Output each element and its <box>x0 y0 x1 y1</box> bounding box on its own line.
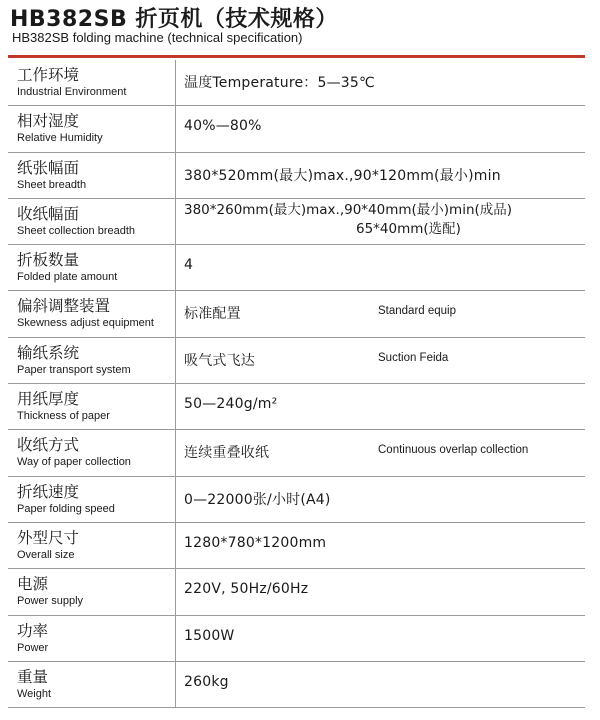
spec-label-en: Folded plate amount <box>17 271 118 284</box>
spec-label-en: Way of paper collection <box>17 456 131 469</box>
spec-row-paper-thickness <box>8 384 585 430</box>
spec-row-overall-size <box>8 523 585 569</box>
spec-row-paper-collection-way <box>8 430 585 476</box>
spec-table <box>8 60 585 708</box>
spec-label-zh: 折板数量 <box>17 251 80 270</box>
spec-value: 380*520mm(最大)max.,90*120mm(最小)min <box>184 167 501 184</box>
spec-row-paper-transport <box>8 338 585 384</box>
spec-value: 220V, 50Hz/60Hz <box>184 581 309 598</box>
spec-label-en: Relative Humidity <box>17 132 103 145</box>
spec-value-line-2: 65*40mm(选配) <box>356 220 461 237</box>
spec-label-en: Sheet collection breadth <box>17 224 136 237</box>
spec-value: 1500W <box>184 627 235 644</box>
spec-label-en: Power <box>17 641 49 654</box>
spec-label-zh: 工作环境 <box>17 66 80 84</box>
spec-row-folding-speed <box>8 477 585 523</box>
spec-value-line-1: 380*260mm(最大)max.,90*40mm(最小)min(成品) <box>184 201 513 218</box>
spec-label-zh: 纸张幅面 <box>17 158 80 177</box>
spec-value: 40%—80% <box>184 118 262 135</box>
spec-label-zh: 功率 <box>17 621 49 640</box>
page-title: HB382SB 折页机（技术规格） <box>10 7 338 32</box>
spec-label-cell <box>8 477 176 522</box>
spec-row-relative-humidity <box>8 106 585 152</box>
spec-label-cell <box>8 430 176 475</box>
spec-note: Continuous overlap collection <box>378 444 529 457</box>
spec-label-en: Industrial Environment <box>17 86 127 98</box>
spec-label-zh: 收纸幅面 <box>17 204 80 223</box>
spec-label-zh: 输纸系统 <box>17 343 80 362</box>
spec-value: 0—22000张/小时(A4) <box>184 491 331 508</box>
spec-value: 温度Temperature：5—35℃ <box>184 75 375 91</box>
spec-label-en: Power supply <box>17 595 84 608</box>
header <box>10 2 590 54</box>
spec-label-cell <box>8 523 176 568</box>
spec-row-industrial-environment <box>8 60 585 106</box>
spec-label-cell <box>8 569 176 614</box>
spec-label-en: Sheet breadth <box>17 178 87 191</box>
spec-label-cell <box>8 106 176 151</box>
spec-note: Suction Feida <box>378 351 449 364</box>
spec-label-zh: 偏斜调整装置 <box>17 297 111 316</box>
spec-label-cell <box>8 384 176 429</box>
spec-label-en: Thickness of paper <box>17 410 110 423</box>
spec-row-folded-plate-amount <box>8 245 585 291</box>
spec-label-en: Paper folding speed <box>17 502 115 515</box>
spec-value: 标准配置 <box>184 306 241 323</box>
spec-label-cell <box>8 662 176 707</box>
spec-label-zh: 收纸方式 <box>17 436 80 455</box>
spec-label-cell <box>8 338 176 383</box>
spec-label-zh: 折纸速度 <box>17 482 80 501</box>
spec-label-zh: 相对湿度 <box>17 112 80 131</box>
spec-value: 50—240g/m² <box>184 396 278 413</box>
spec-label-cell <box>8 245 176 290</box>
spec-label-en: Skewness adjust equipment <box>17 317 154 330</box>
spec-label-cell <box>8 199 176 244</box>
spec-label-cell <box>8 153 176 198</box>
spec-row-power-supply <box>8 569 585 615</box>
spec-label-en: Overall size <box>17 548 75 561</box>
spec-row-sheet-collection-breadth <box>8 199 585 245</box>
header-rule <box>8 55 585 58</box>
spec-row-sheet-breadth <box>8 153 585 199</box>
spec-row-skewness-adjust <box>8 291 585 337</box>
spec-note: Standard equip <box>378 305 457 318</box>
spec-value: 连续重叠收纸 <box>184 445 270 462</box>
spec-value <box>184 201 512 239</box>
page-subtitle: HB382SB folding machine (technical specification) <box>12 30 303 45</box>
spec-value: 4 <box>184 257 194 274</box>
spec-label-en: Weight <box>17 687 52 700</box>
spec-label-zh: 用纸厚度 <box>17 390 80 409</box>
spec-label-en: Paper transport system <box>17 363 131 376</box>
spec-label-cell <box>8 616 176 661</box>
spec-label-zh: 电源 <box>17 575 49 594</box>
spec-label-cell <box>8 60 176 105</box>
spec-label-zh: 重量 <box>17 667 49 686</box>
spec-label-cell <box>8 291 176 336</box>
spec-label-zh: 外型尺寸 <box>17 528 80 547</box>
spec-value: 1280*780*1200mm <box>184 534 327 551</box>
spec-value: 吸气式飞达 <box>184 352 255 369</box>
spec-row-weight <box>8 662 585 708</box>
spec-row-power <box>8 616 585 662</box>
spec-value: 260kg <box>184 673 229 690</box>
